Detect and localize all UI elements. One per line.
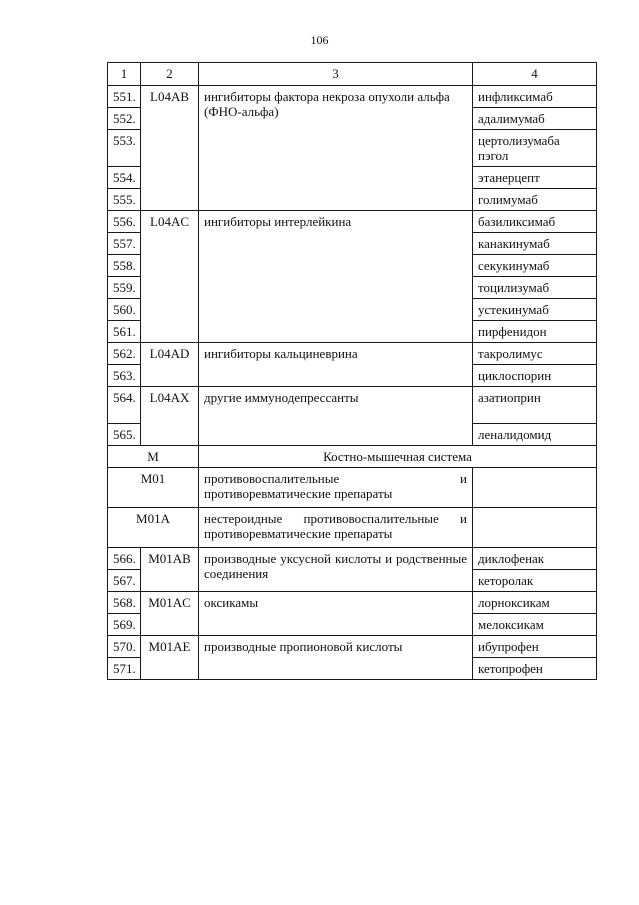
section-row: [108, 446, 597, 468]
row-number: 569.: [108, 614, 141, 636]
row-number: 555.: [108, 189, 141, 211]
row-number: 570.: [108, 636, 141, 658]
row-number: 554.: [108, 167, 141, 189]
empty-cell: [473, 508, 597, 548]
row-number: 556.: [108, 211, 141, 233]
atc-code: L04AC: [141, 211, 199, 343]
group-description: производные пропионовой кислоты: [199, 636, 473, 680]
table-row: [108, 548, 597, 570]
table-row: [108, 343, 597, 365]
header-col-2: 2: [141, 63, 199, 86]
drug-name: голимумаб: [473, 189, 597, 211]
group-description: ингибиторы фактора некроза опухоли альфа (ФНО-альфа): [199, 86, 473, 211]
drug-name: инфликсимаб: [473, 86, 597, 108]
row-number: 558.: [108, 255, 141, 277]
row-number: 565.: [108, 424, 141, 446]
row-number: 568.: [108, 592, 141, 614]
subgroup-row: [108, 508, 597, 548]
group-description: ингибиторы кальциневрина: [199, 343, 473, 387]
table-row: [108, 387, 597, 424]
drug-name: ибупрофен: [473, 636, 597, 658]
drug-name: диклофенак: [473, 548, 597, 570]
row-number: 559.: [108, 277, 141, 299]
drug-name: пирфенидон: [473, 321, 597, 343]
row-number: 553.: [108, 130, 141, 167]
header-col-4: 4: [473, 63, 597, 86]
subgroup-row: [108, 468, 597, 508]
atc-code: L04AX: [141, 387, 199, 446]
drug-name: циклоспорин: [473, 365, 597, 387]
section-title: Костно-мышечная система: [199, 446, 597, 468]
drug-name: канакинумаб: [473, 233, 597, 255]
header-col-1: 1: [108, 63, 141, 86]
subgroup-code: М01А: [108, 508, 199, 548]
row-number: 561.: [108, 321, 141, 343]
row-number: 557.: [108, 233, 141, 255]
row-number: 566.: [108, 548, 141, 570]
drug-name: кеторолак: [473, 570, 597, 592]
drug-name: такролимус: [473, 343, 597, 365]
drug-name: этанерцепт: [473, 167, 597, 189]
table-row: [108, 211, 597, 233]
page-number: 106: [310, 33, 329, 47]
drug-name: тоцилизумаб: [473, 277, 597, 299]
drug-name: цертолизумаба пэгол: [473, 130, 597, 167]
drug-name: базиликсимаб: [473, 211, 597, 233]
table-row: [108, 86, 597, 108]
row-number: 562.: [108, 343, 141, 365]
drug-name: мелоксикам: [473, 614, 597, 636]
row-number: 552.: [108, 108, 141, 130]
atc-code: M01AC: [141, 592, 199, 636]
group-description: ингибиторы интерлейкина: [199, 211, 473, 343]
drug-name: лорноксикам: [473, 592, 597, 614]
row-number: 564.: [108, 387, 141, 424]
empty-cell: [473, 468, 597, 508]
drug-name: кетопрофен: [473, 658, 597, 680]
group-description: другие иммунодепрессанты: [199, 387, 473, 446]
drug-name: адалимумаб: [473, 108, 597, 130]
row-number: 567.: [108, 570, 141, 592]
group-description: оксикамы: [199, 592, 473, 636]
section-code: М: [108, 446, 199, 468]
table-row: [108, 636, 597, 658]
subgroup-code: М01: [108, 468, 199, 508]
atc-code: M01AE: [141, 636, 199, 680]
drug-name: азатиоприн: [473, 387, 597, 424]
row-number: 563.: [108, 365, 141, 387]
subgroup-description: нестероидные противовоспалительные и противоревматические препараты: [199, 508, 473, 548]
row-number: 560.: [108, 299, 141, 321]
table-header-row: [108, 63, 597, 86]
atc-code: M01AB: [141, 548, 199, 592]
atc-code: L04AB: [141, 86, 199, 211]
atc-code: L04AD: [141, 343, 199, 387]
group-description: производные уксусной кислоты и родственные соединения: [199, 548, 473, 592]
drug-name: леналидомид: [473, 424, 597, 446]
drug-name: секукинумаб: [473, 255, 597, 277]
row-number: 551.: [108, 86, 141, 108]
header-col-3: 3: [199, 63, 473, 86]
table-row: [108, 592, 597, 614]
subgroup-description: противовоспалительные и противоревматические препараты: [199, 468, 473, 508]
drug-name: устекинумаб: [473, 299, 597, 321]
row-number: 571.: [108, 658, 141, 680]
drug-list-table: [107, 62, 597, 680]
